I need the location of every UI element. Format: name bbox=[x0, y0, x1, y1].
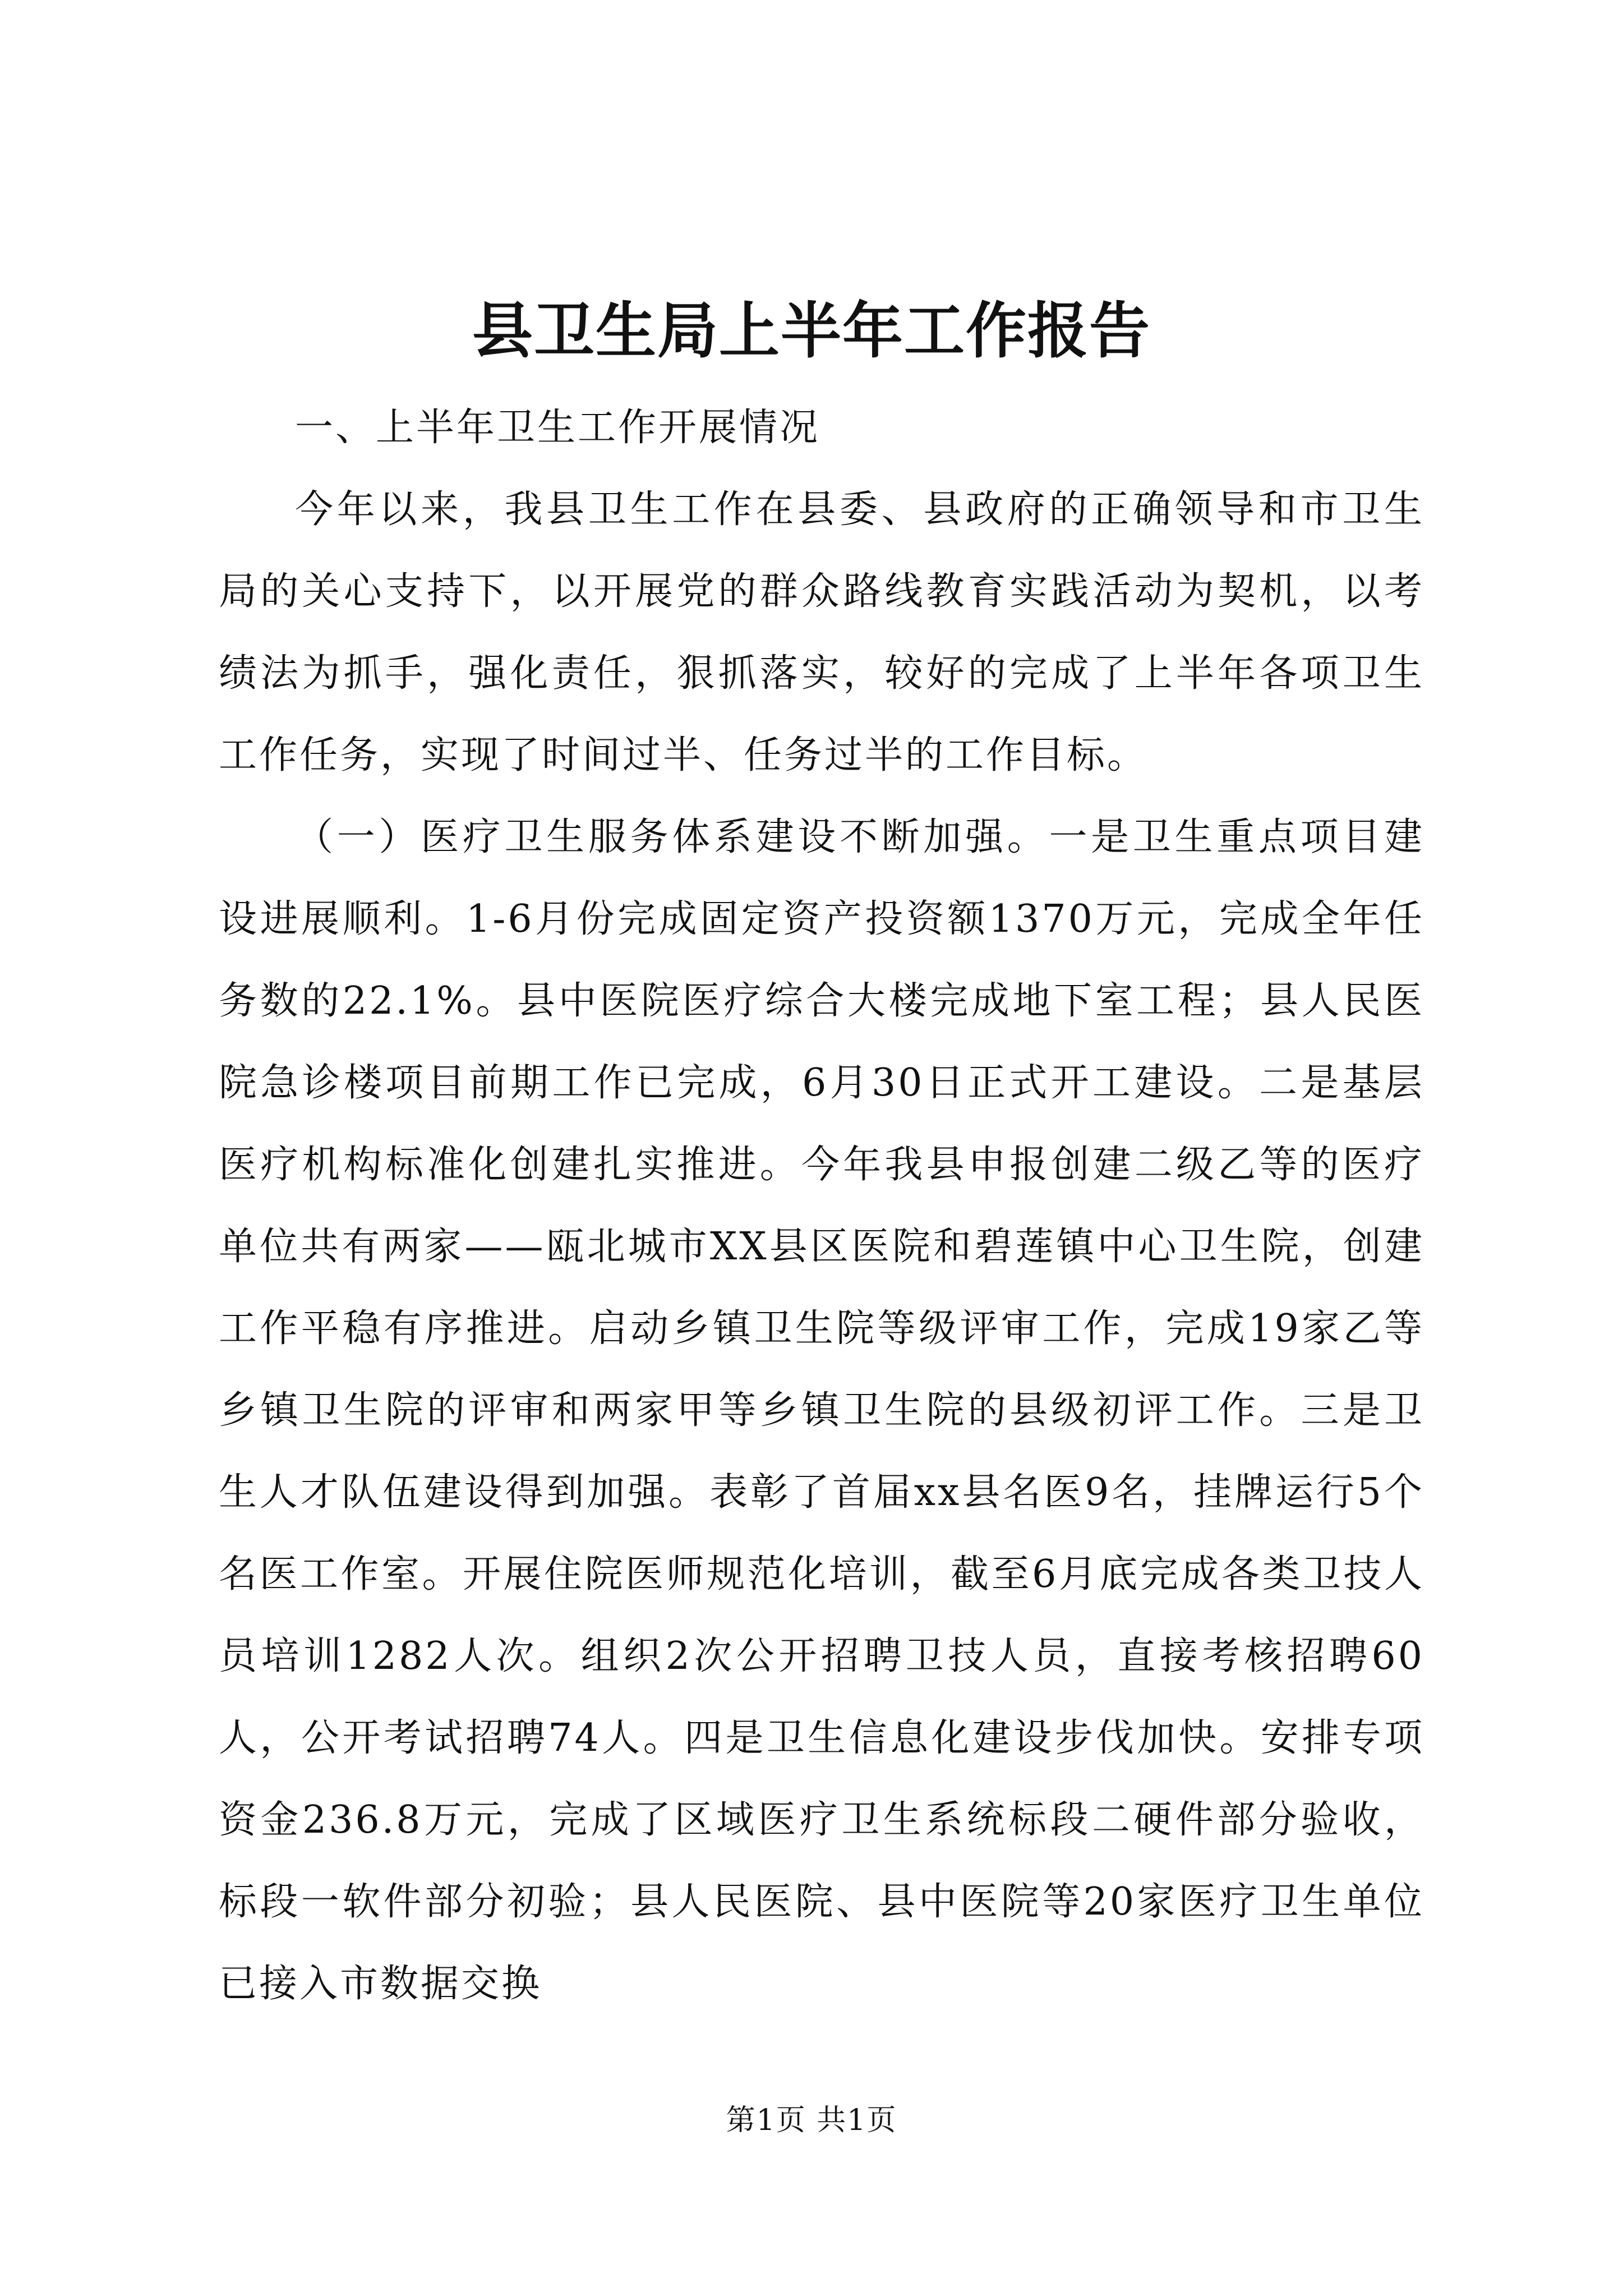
paragraph-section-1: （一）医疗卫生服务体系建设不断加强。一是卫生重点项目建设进展顺利。1-6月份完成固定资产投资额1370万元，完成全年任务数的22.1%。县中医院医疗综合大楼完成地下室工程；县人民医院急诊楼项目前期工作已完成，6月30日正式开工建设。二是基层医疗机构标准化创建扎实推进。今年我县申报创建二级乙等的医疗单位共有两家——瓯北城市XX县区医院和碧莲镇中心卫生院，创建工作平稳有序推进。启动乡镇卫生院等级评审工作，完成19家乙等乡镇卫生院的评审和两家甲等乡镇卫生院的县级初评工作。三是卫生人才队伍建设得到加强。表彰了首届xx县名医9名，挂牌运行5个名医工作室。开展住院医师规范化培训，截至6月底完成各类卫技人员培训1282人次。组织2次公开招聘卫技人员，直接考核招聘60人，公开考试招聘74人。四是卫生信息化建设步伐加快。安排专项资金236.8万元，完成了区域医疗卫生系统标段二硬件部分验收，标段一软件部分初验；县人民医院、县中医院等20家医疗卫生单位已接入市数据交换 bbox=[219, 815, 1424, 2006]
document-body bbox=[219, 387, 1424, 2025]
document-title: 县卫生局上半年工作报告 bbox=[472, 296, 1151, 366]
paragraph-intro: 今年以来，我县卫生工作在县委、县政府的正确领导和市卫生局的关心支持下，以开展党的群众路线教育实践活动为契机，以考绩法为抓手，强化责任，狠抓落实，较好的完成了上半年各项卫生工作任务，实现了时间过半、任务过半的工作目标。 bbox=[219, 487, 1424, 777]
page-footer: 第1页 共1页 bbox=[726, 2104, 897, 2137]
section-heading: 一、上半年卫生工作开展情况 bbox=[295, 406, 820, 450]
